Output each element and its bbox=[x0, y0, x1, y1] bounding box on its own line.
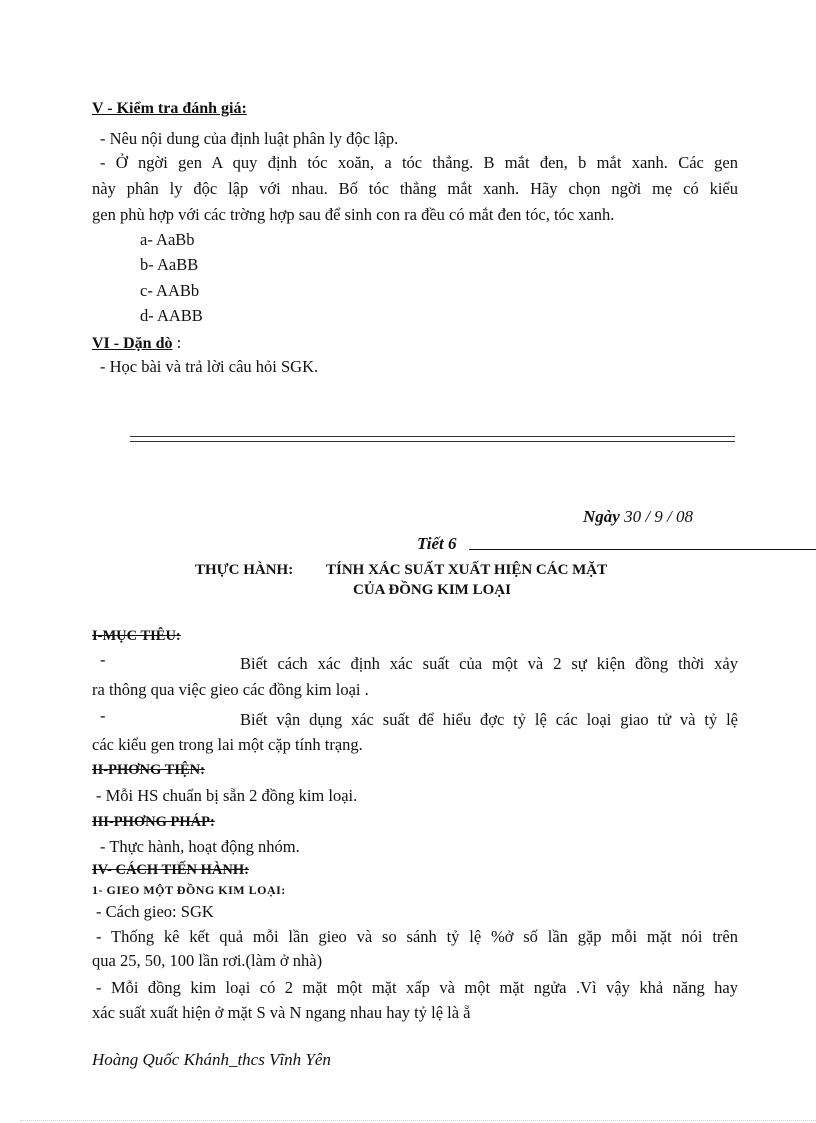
objective-2-line-2: các kiểu gen trong lai một cặp tính trạng. bbox=[92, 735, 363, 754]
objectives-heading: I-MỤC TIÊU: bbox=[92, 628, 181, 644]
date-label: Ngày bbox=[583, 507, 620, 526]
procedure-para-2-line-2: qua 25, 50, 100 lần rơi.(làm ở nhà) bbox=[92, 951, 323, 970]
section-5-line-1: - Nêu nội dung của định luật phân ly độc lập. bbox=[100, 129, 399, 148]
section-6-heading bbox=[92, 330, 181, 356]
procedure-line-1: - Cách gieo: SGK bbox=[96, 902, 214, 921]
double-divider bbox=[130, 436, 735, 442]
option-a: a- AaBb bbox=[140, 230, 195, 249]
objective-1-line-2: ra thông qua việc gieo các đồng kim loại . bbox=[92, 680, 369, 699]
means-line-1: - Mỗi HS chuẩn bị sẵn 2 đồng kim loại. bbox=[96, 786, 358, 805]
procedure-para-3-line-1: - Mỗi đồng kim loại có 2 mặt một mặt xấp và một mặt ngửa .Vì vậy khả năng hay bbox=[96, 978, 738, 997]
lesson-label: Tiết 6 bbox=[417, 534, 457, 553]
section-6-line-1: - Học bài và trả lời câu hỏi SGK. bbox=[100, 357, 319, 376]
procedure-heading: IV- CÁCH TIẾN HÀNH: bbox=[92, 862, 249, 878]
title-line-2: CỦA ĐỒNG KIM LOẠI bbox=[353, 582, 511, 598]
section-6-heading-text: VI - Dặn dò bbox=[92, 335, 173, 352]
option-d: d- AABB bbox=[140, 306, 203, 325]
title-right: TÍNH XÁC SUẤT XUẤT HIỆN CÁC MẶT bbox=[326, 562, 608, 578]
date-line bbox=[583, 507, 693, 527]
option-b: b- AaBB bbox=[140, 255, 199, 274]
procedure-para-3-line-2: xác suất xuất hiện ở mặt S và N ngang nhau hay tỷ lệ là ẵ bbox=[92, 1003, 471, 1022]
objective-1-line-1: Biết cách xác định xác suất của một và 2 sự kiện đồng thời xảy bbox=[240, 654, 738, 673]
section-5-para-2-line-3: gen phù hợp với các trờng hợp sau để sinh con ra đều có mắt đen tóc, tóc xanh. bbox=[92, 205, 615, 224]
objective-1-dash: - bbox=[100, 650, 106, 669]
objective-2-dash: - bbox=[100, 706, 106, 725]
page-bottom-dotted-border bbox=[20, 1120, 816, 1121]
methods-line-1: - Thực hành, hoạt động nhóm. bbox=[100, 837, 300, 856]
date-value: 30 / 9 / 08 bbox=[619, 507, 694, 526]
section-6-heading-suffix: : bbox=[172, 333, 182, 352]
lesson-underline bbox=[469, 549, 816, 550]
section-5-para-2-line-2: này phân ly độc lập với nhau. Bố tóc thẳng mắt xanh. Hãy chọn ngời mẹ có kiểu bbox=[92, 179, 738, 198]
footer-author: Hoàng Quốc Khánh_thcs Vĩnh Yên bbox=[92, 1050, 331, 1069]
section-5-para-2-line-1: - Ở ngời gen A quy định tóc xoăn, a tóc thẳng. B mắt đen, b mắt xanh. Các gen bbox=[100, 153, 738, 172]
methods-heading: III-PHƠNG PHÁP: bbox=[92, 814, 215, 830]
procedure-para-2-line-1: - Thống kê kết quả mỗi lần gieo và so sánh tỷ lệ %ở số lần gặp mỗi mặt nói trên bbox=[96, 927, 738, 946]
objective-2-line-1: Biết vận dụng xác suất để hiểu đợc tỷ lệ các loại giao tử và tỷ lệ bbox=[240, 710, 738, 729]
title-left: THỰC HÀNH: bbox=[195, 562, 294, 578]
means-heading: II-PHƠNG TIỆN: bbox=[92, 762, 205, 778]
section-5-heading: V - Kiểm tra đánh giá: bbox=[92, 100, 247, 117]
option-c: c- AABb bbox=[140, 281, 200, 300]
procedure-subheading-1: 1- GIEO MỘT ĐỒNG KIM LOẠI: bbox=[92, 883, 286, 897]
